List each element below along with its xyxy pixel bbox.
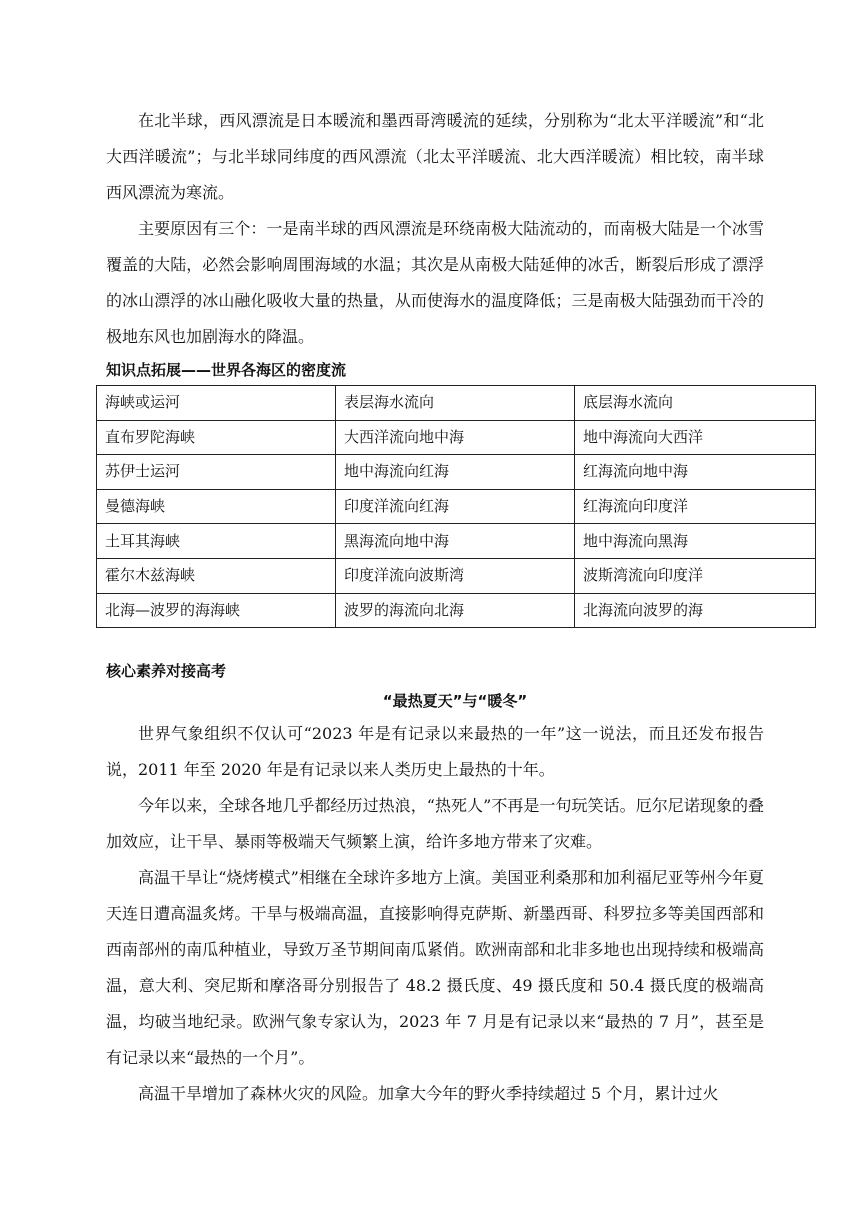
table-cell: 红海流向地中海: [575, 455, 816, 490]
article-paragraph-1: 世界气象组织不仅认可“2023 年是有记录以来最热的一年”这一说法，而且还发布报告说，2011 年至 2020 年是有记录以来人类历史上最热的十年。: [106, 724, 764, 780]
table-cell: 黑海流向地中海: [336, 524, 575, 559]
table-row: [97, 593, 816, 628]
extension-heading: 知识点拓展——世界各海区的密度流: [106, 361, 347, 379]
table-header-cell: 底层海水流向: [575, 386, 816, 421]
table-row: [97, 455, 816, 490]
table-cell: 印度洋流向红海: [336, 489, 575, 524]
table-cell: 直布罗陀海峡: [97, 420, 336, 455]
table-header-cell: 海峡或运河: [97, 386, 336, 421]
table-cell: 地中海流向大西洋: [575, 420, 816, 455]
document-page: [106, 103, 764, 1112]
table-cell: 土耳其海峡: [97, 524, 336, 559]
article-paragraph-2: 今年以来，全球各地几乎都经历过热浪，“热死人”不再是一句玩笑话。厄尔尼诺现象的叠加效应，让干旱、暴雨等极端天气频繁上演，给许多地方带来了灾难。: [106, 796, 764, 852]
core-heading: 核心素养对接高考: [106, 662, 227, 681]
section-spacer: [106, 628, 764, 656]
table-cell: 红海流向印度洋: [575, 489, 816, 524]
article-paragraph-3: 高温干旱让“烧烤模式”相继在全球许多地方上演。美国亚利桑那和加利福尼亚等州今年夏天连日遭高温炙烤。干旱与极端高温，直接影响得克萨斯、新墨西哥、科罗拉多等美国西部和西南部州的南瓜种植业，导致万圣节期间南瓜紧俏。欧洲南部和北非多地也出现持续和极端高温，意大利、突尼斯和摩洛哥分别报告了 48.2 摄氏度、49 摄氏度和 50.4 摄氏度的极端高温，均破当地纪录。欧洲气象专家认为，2023 年 7 月是有记录以来“最热的 7 月”，甚至是有记录以来“最热的一个月”。: [106, 868, 764, 1068]
intro-paragraph-2: 主要原因有三个：一是南半球的西风漂流是环绕南极大陆流动的，而南极大陆是一个冰雪覆盖的大陆，必然会影响周围海域的水温；其次是从南极大陆延伸的冰舌，断裂后形成了漂浮的冰山漂浮的冰山融化吸收大量的热量，从而使海水的温度降低；三是南极大陆强劲而干冷的极地东风也加剧海水的降温。: [106, 219, 764, 346]
intro-paragraph-1: 在北半球，西风漂流是日本暖流和墨西哥湾暖流的延续，分别称为“北太平洋暖流”和“北大西洋暖流”；与北半球同纬度的西风漂流（北太平洋暖流、北大西洋暖流）相比较，南半球西风漂流为寒流。: [106, 111, 764, 202]
table-cell: 霍尔木兹海峡: [97, 558, 336, 593]
table-cell: 北海—波罗的海海峡: [97, 593, 336, 628]
table-cell: 苏伊士运河: [97, 455, 336, 490]
table-cell: 地中海流向红海: [336, 455, 575, 490]
table-row: [97, 524, 816, 559]
table-row: [97, 489, 816, 524]
table-row: [97, 558, 816, 593]
table-cell: 印度洋流向波斯湾: [336, 558, 575, 593]
table-cell: 波罗的海流向北海: [336, 593, 575, 628]
table-cell: 北海流向波罗的海: [575, 593, 816, 628]
table-cell: 曼德海峡: [97, 489, 336, 524]
density-current-table: [96, 385, 816, 628]
table-cell: 地中海流向黑海: [575, 524, 816, 559]
table-cell: 大西洋流向地中海: [336, 420, 575, 455]
table-header-row: [97, 386, 816, 421]
article-paragraph-4: 高温干旱增加了森林火灾的风险。加拿大今年的野火季持续超过 5 个月，累计过火: [138, 1084, 719, 1104]
table-cell: 波斯湾流向印度洋: [575, 558, 816, 593]
table-row: [97, 420, 816, 455]
article-title: “最热夏天”与“暖冬”: [382, 692, 528, 711]
table-header-cell: 表层海水流向: [336, 386, 575, 421]
